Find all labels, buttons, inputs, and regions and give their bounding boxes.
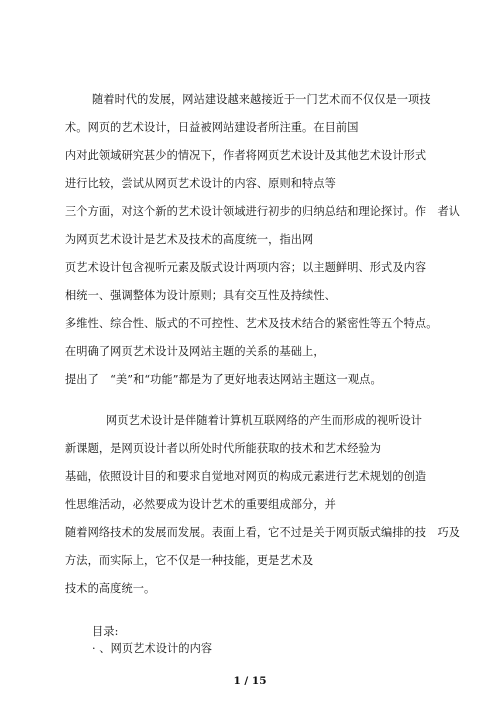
text-line: 术。网页的艺术设计，日益被网站建设者所注重。在目前国 xyxy=(65,121,359,134)
text-line: 为网页艺术设计是艺术及技术的高度统一，指出网 xyxy=(65,233,314,246)
toc-item[interactable]: · 、网页艺术设计的内容 xyxy=(92,642,213,655)
text-line: 相统一、强调整体为设计原则；具有交互性及持续性、 xyxy=(65,289,336,302)
text-line: 页艺术设计包含视听元素及版式设计两项内容；以主题鲜明、形式及内容 xyxy=(65,261,427,274)
text-line: 性思维活动，必然要成为设计艺术的重要组成部分，并 xyxy=(65,498,336,511)
text-line: 方法，而实际上，它不仅是一种技能，更是艺术及 xyxy=(65,554,314,567)
text-line: 三个方面，对这个新的艺术设计领域进行初步的归纳总结和理论探讨。作 者认 xyxy=(65,205,461,218)
toc-title: 目录: xyxy=(92,625,119,638)
text-line: 内对此领域研究甚少的情况下，作者将网页艺术设计及其他艺术设计形式 xyxy=(65,149,427,162)
text-line: 技术的高度统一。 xyxy=(65,582,156,595)
text-line: 随着网络技术的发展而发展。表面上看，它不过是关于网页版式编排的技 巧及 xyxy=(65,526,461,539)
text-line: 随着时代的发展，网站建设越来越接近于一门艺术而不仅仅是一项技 xyxy=(92,93,431,106)
text-line: 基础，依照设计目的和要求自觉地对网页的构成元素进行艺术规划的创造 xyxy=(65,470,427,483)
text-line: 进行比较，尝试从网页艺术设计的内容、原则和特点等 xyxy=(65,177,336,190)
text-line: 在明确了网页艺术设计及网站主题的关系的基础上， xyxy=(65,345,325,358)
text-line: 网页艺术设计是伴随着计算机互联网络的产生而形成的视听设计 xyxy=(106,414,423,427)
page-number: 1 / 15 xyxy=(233,675,267,687)
text-line: 多维性、综合性、版式的不可控性、艺术及技术结合的紧密性等五个特点。 xyxy=(65,317,438,330)
text-line: 新课题，是网页设计者以所处时代所能获取的技术和艺术经验为 xyxy=(65,442,382,455)
text-line: 提出了 “美”和“功能”都是为了更好地表达网站主题这一观点。 xyxy=(65,373,382,386)
